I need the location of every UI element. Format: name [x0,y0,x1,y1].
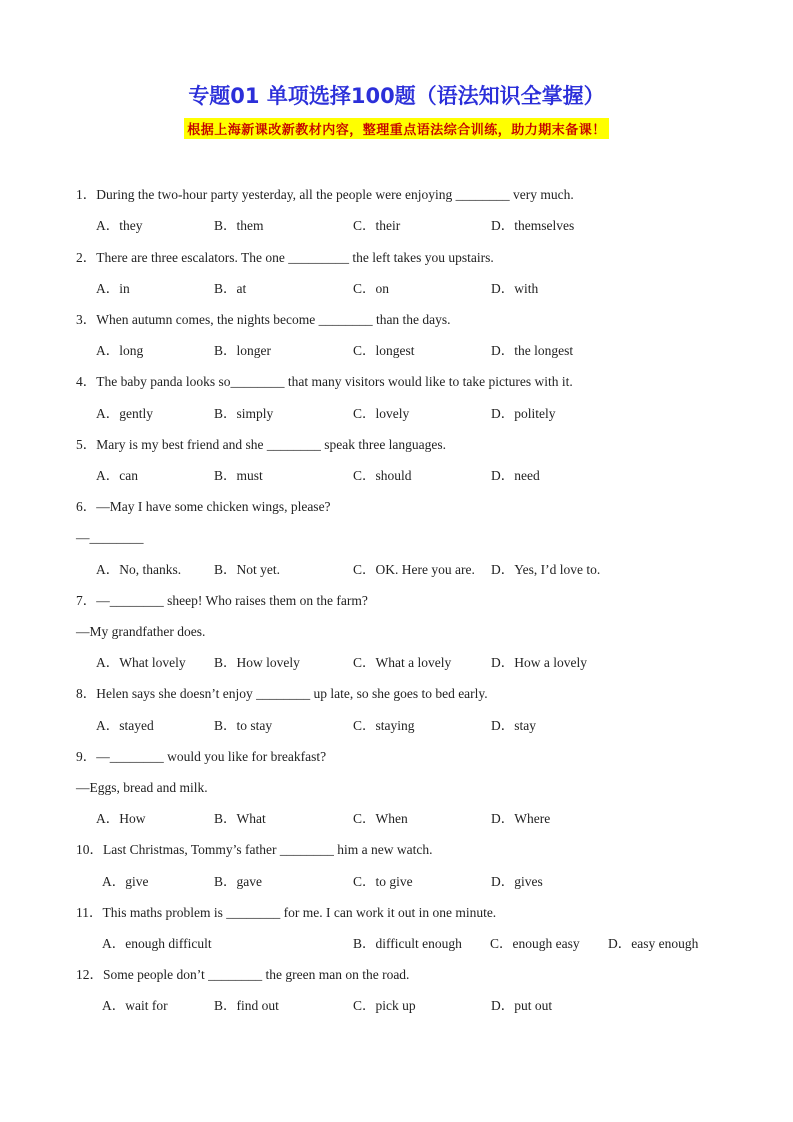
option-c: C．lovely [353,406,410,421]
question-stem: 12．Some people don’t ________ the green man on the road. [76,967,410,982]
option-d: D．Yes, I’d love to. [491,562,601,577]
option-c: C．to give [353,874,413,889]
dialogue-line: —Eggs, bread and milk. [76,780,208,795]
option-b: B．difficult enough [353,936,462,951]
option-c: C．enough easy [490,936,580,951]
option-a: A．No, thanks. [96,562,182,577]
option-b: B．at [214,281,247,296]
option-c: C．staying [353,718,415,733]
question-stem: 2．There are three escalators. The one _________ the left takes you upstairs. [76,250,494,265]
option-b: B．longer [214,343,271,358]
question-stem: 1．During the two-hour party yesterday, all the people were enjoying ________ very much. [76,187,574,202]
option-d: D．with [491,281,539,296]
option-a: A．wait for [102,998,168,1013]
option-d: D．need [491,468,540,483]
option-a: A．What lovely [96,655,186,670]
option-c: C．longest [353,343,415,358]
question-stem: 9．—________ would you like for breakfast? [76,749,327,764]
page-title: 专题01 单项选择100题（语法知识全掌握） [188,84,605,108]
option-d: D．the longest [491,343,574,358]
question-stem: 4．The baby panda looks so________ that many visitors would like to take pictures with it. [76,374,573,389]
option-b: B．What [214,811,266,826]
option-d: D．Where [491,811,551,826]
option-b: B．simply [214,406,274,421]
option-b: B．find out [214,998,279,1013]
option-d: D．put out [491,998,553,1013]
option-d: D．stay [491,718,536,733]
option-a: A．gently [96,406,153,421]
option-a: A．long [96,343,144,358]
option-d: D．easy enough [608,936,699,951]
question-stem: 7．—________ sheep! Who raises them on the farm? [76,593,368,608]
option-c: C．What a lovely [353,655,452,670]
dialogue-line: —________ [76,530,144,545]
option-c: C．OK. Here you are. [353,562,475,577]
subtitle-highlight: 根据上海新课改新教材内容，整理重点语法综合训练，助力期末备课！ [184,118,609,139]
question-stem: 5．Mary is my best friend and she ________ speak three languages. [76,437,447,452]
option-c: C．When [353,811,408,826]
option-c: C．pick up [353,998,416,1013]
option-a: A．in [96,281,130,296]
option-b: B．gave [214,874,262,889]
subtitle-wrap [0,118,793,139]
question-stem: 11．This maths problem is ________ for me. I can work it out in one minute. [76,905,497,920]
question-stem: 3．When autumn comes, the nights become ________ than the days. [76,312,451,327]
question-stem: 10．Last Christmas, Tommy’s father ________ him a new watch. [76,842,433,857]
option-b: B．How lovely [214,655,300,670]
option-d: D．How a lovely [491,655,587,670]
question-stem: 8．Helen says she doesn’t enjoy ________ up late, so she goes to bed early. [76,686,488,701]
option-b: B．to stay [214,718,273,733]
option-c: C．should [353,468,412,483]
option-a: A．stayed [96,718,154,733]
option-d: D．themselves [491,218,575,233]
question-stem: 6．—May I have some chicken wings, please? [76,499,331,514]
option-c: C．on [353,281,390,296]
option-b: B．Not yet. [214,562,280,577]
option-a: A．enough difficult [102,936,212,951]
option-a: A．give [102,874,149,889]
dialogue-line: —My grandfather does. [76,624,206,639]
option-d: D．gives [491,874,543,889]
option-a: A．can [96,468,138,483]
option-c: C．their [353,218,401,233]
option-d: D．politely [491,406,556,421]
option-b: B．them [214,218,264,233]
option-b: B．must [214,468,263,483]
option-a: A．they [96,218,143,233]
option-a: A．How [96,811,146,826]
